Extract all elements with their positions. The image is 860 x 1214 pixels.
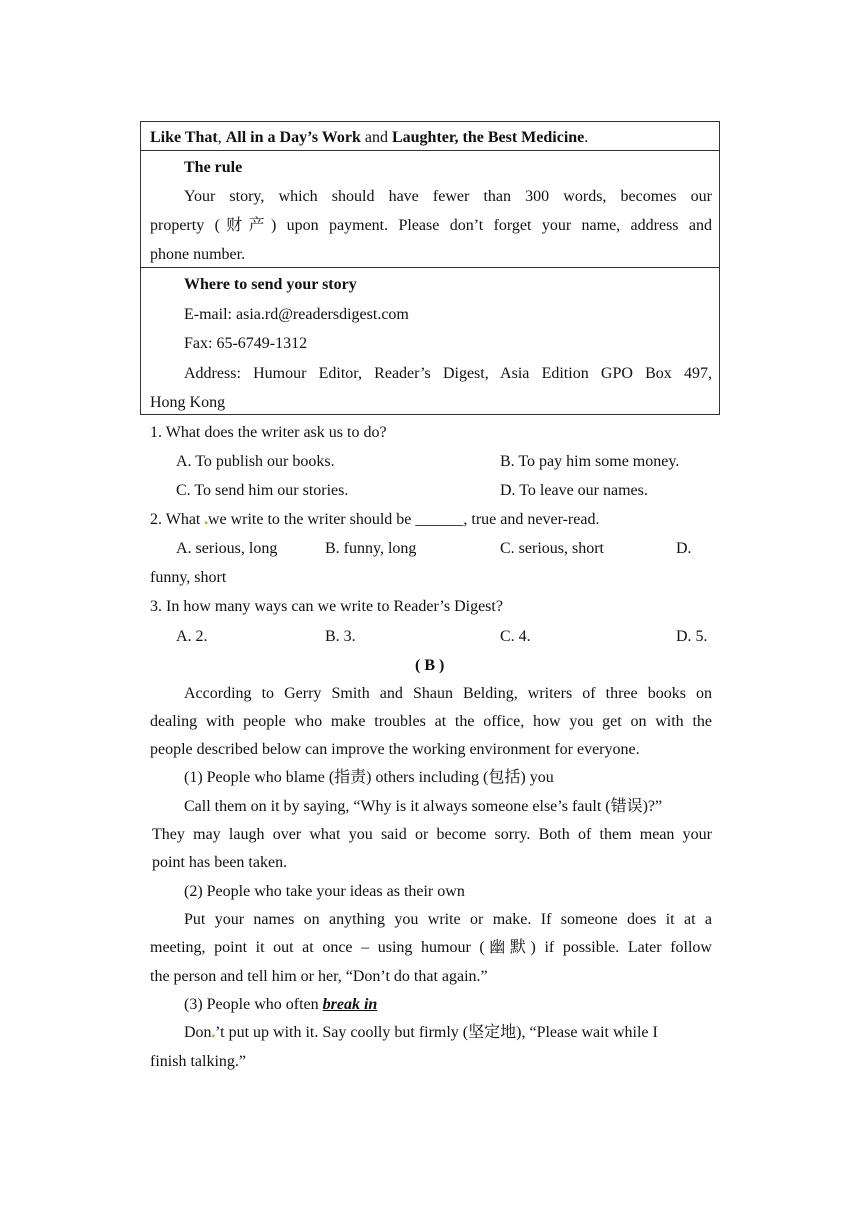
separator: and [360, 129, 392, 146]
mark-dot: ▪ [211, 1031, 216, 1042]
question-3-option-b: B. 3. [325, 628, 356, 645]
stem-part: 2. What [150, 511, 205, 528]
column-name: All in a Day’s Work [225, 129, 361, 146]
question-2-option-d: D. [676, 540, 692, 557]
address-text-cont: Hong Kong [150, 394, 226, 411]
intro-text-line: According to Gerry Smith and Shaun Belding, writers of three books on [184, 685, 712, 702]
separator: , [217, 129, 226, 146]
question-3-option-a: A. 2. [176, 628, 208, 645]
question-1-option-c: C. To send him our stories. [176, 482, 349, 499]
intro-text-line: people described below can improve the working environment for everyone. [150, 741, 640, 758]
question-2-option-d-text: funny, short [150, 569, 227, 586]
point-2-text: the person and tell him or her, “Don’t do that again.” [150, 968, 488, 985]
fax-text: Fax: 65-6749-1312 [184, 335, 308, 352]
address-text: Address: Humour Editor, Reader’s Digest, Asia Edition GPO Box 497, [184, 365, 712, 382]
question-3-stem: 3. In how many ways can we write to Reader’s Digest? [150, 598, 503, 615]
point-3-text: finish talking.” [150, 1053, 246, 1070]
question-2-option-c: C. serious, short [500, 540, 604, 557]
columns-list-text [150, 128, 588, 148]
separator: . [584, 129, 589, 146]
question-1-option-a: A. To publish our books. [176, 453, 335, 470]
email-text: E-mail: asia.rd@readersdigest.com [184, 306, 409, 323]
point-1-text: point has been taken. [152, 854, 288, 871]
rule-text-line: property (财产) upon payment. Please don’t forget your name, address and [150, 217, 712, 234]
point-1-text: They may laugh over what you said or become sorry. Both of them mean your [152, 826, 712, 843]
column-name: Laughter, the Best Medicine [391, 129, 585, 146]
point-3-text [184, 1023, 658, 1047]
underlined-phrase: break in [322, 996, 378, 1013]
text-part: ’t put up with it. Say coolly but firmly (坚定地), “Please wait while I [215, 1024, 658, 1041]
question-3-option-d: D. 5. [676, 628, 708, 645]
rule-heading: The rule [184, 159, 243, 176]
column-name: Like That [150, 129, 218, 146]
stem-part: we write to the writer should be ______, true and never-read. [207, 511, 600, 528]
question-3-option-c: C. 4. [500, 628, 531, 645]
heading-part: (3) People who often [184, 996, 323, 1013]
rule-text-line: phone number. [150, 246, 246, 263]
rule-text-line: Your story, which should have fewer than 300 words, becomes our [184, 188, 712, 205]
point-1-text: Call them on it by saying, “Why is it always someone else’s fault (错误)?” [184, 798, 663, 815]
text-part: Don [184, 1024, 212, 1041]
send-heading: Where to send your story [184, 276, 357, 293]
question-2-option-a: A. serious, long [176, 540, 278, 557]
point-3-heading [184, 995, 377, 1015]
point-2-text: meeting, point it out at once – using humour (幽默) if possible. Later follow [150, 939, 712, 956]
question-2-stem [150, 510, 599, 534]
question-1-option-d: D. To leave our names. [500, 482, 648, 499]
question-1-stem: 1. What does the writer ask us to do? [150, 424, 387, 441]
question-1-option-b: B. To pay him some money. [500, 453, 680, 470]
question-2-option-b: B. funny, long [325, 540, 417, 557]
point-1-heading: (1) People who blame (指责) others including (包括) you [184, 769, 554, 786]
mark-dot: ▪ [204, 518, 208, 529]
point-2-heading: (2) People who take your ideas as their own [184, 883, 465, 900]
point-2-text: Put your names on anything you write or make. If someone does it at a [184, 911, 712, 928]
section-b-heading: ( B ) [415, 657, 445, 674]
intro-text-line: dealing with people who make troubles at the office, how you get on with the [150, 713, 712, 730]
